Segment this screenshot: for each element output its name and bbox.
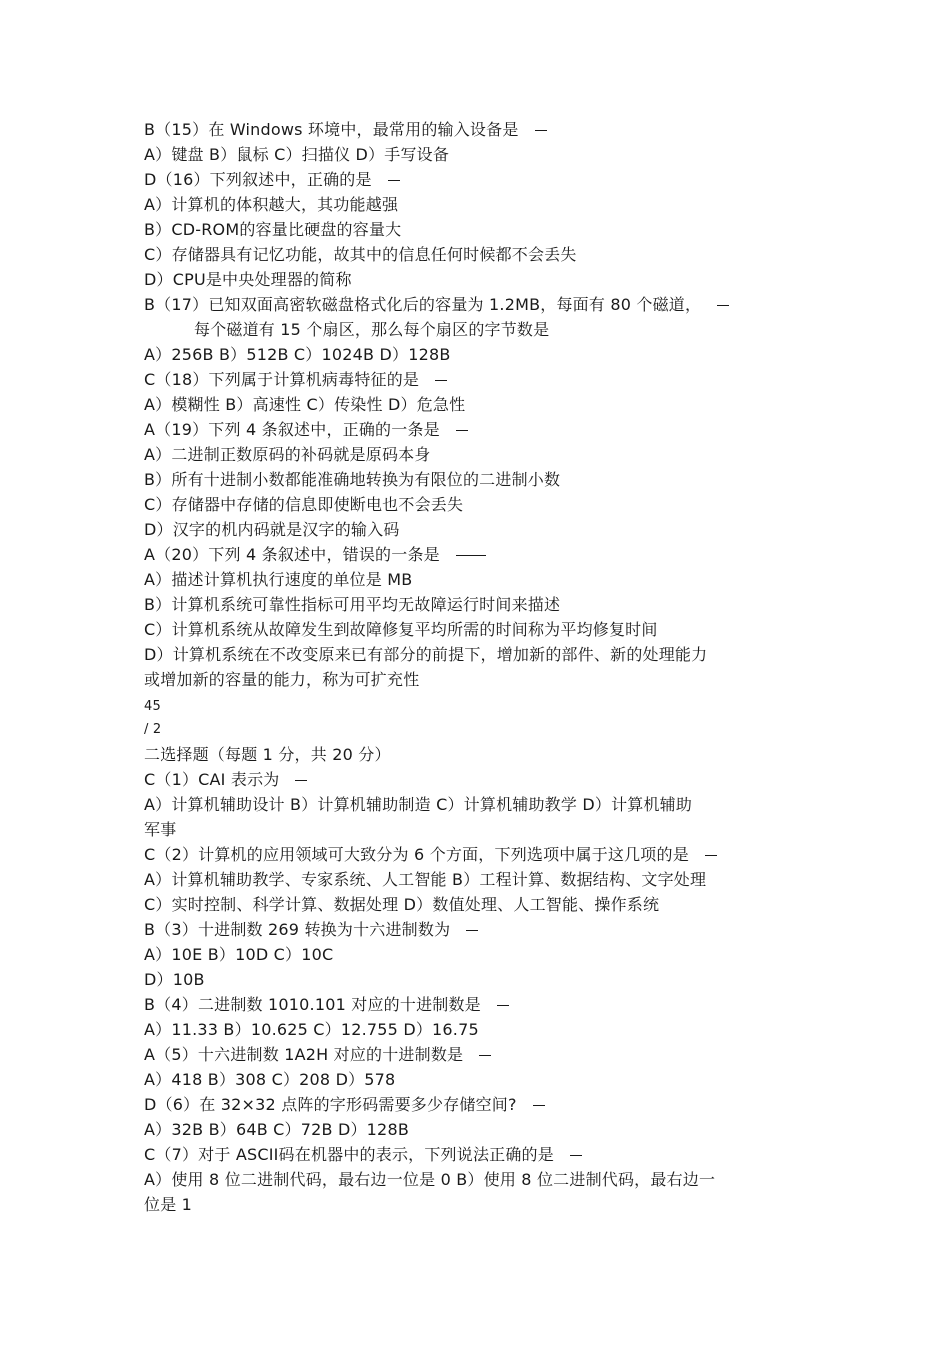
question-20-option-b: B）计算机系统可靠性指标可用平均无故障运行时间来描述 bbox=[144, 595, 561, 614]
question-7: C（7）对于 ASCII码在机器中的表示，下列说法正确的是 bbox=[144, 1145, 582, 1165]
answer-blank bbox=[295, 780, 307, 781]
question-1-options-continued: 军事 bbox=[144, 820, 177, 839]
question-1: C（1）CAI 表示为 bbox=[144, 770, 307, 790]
question-19: A（19）下列 4 条叙述中，正确的一条是 bbox=[144, 420, 468, 440]
answer-blank bbox=[456, 430, 468, 431]
question-18: C（18）下列属于计算机病毒特征的是 bbox=[144, 370, 447, 390]
answer-blank bbox=[456, 555, 486, 556]
question-19-option-b: B）所有十进制小数都能准确地转换为有限位的二进制小数 bbox=[144, 470, 561, 489]
question-3-option-d: D）10B bbox=[144, 970, 205, 989]
question-2-options-cd: C）实时控制、科学计算、数据处理 D）数值处理、人工智能、操作系统 bbox=[144, 895, 660, 914]
answer-blank bbox=[497, 1005, 509, 1006]
question-4: B（4）二进制数 1010.101 对应的十进制数是 bbox=[144, 995, 509, 1015]
question-4-options: A）11.33 B）10.625 C）12.755 D）16.75 bbox=[144, 1020, 479, 1039]
answer-blank bbox=[435, 380, 447, 381]
answer-blank bbox=[570, 1155, 582, 1156]
question-5-options: A）418 B）308 C）208 D）578 bbox=[144, 1070, 396, 1089]
answer-blank bbox=[466, 930, 478, 931]
section-heading: 二选择题（每题 1 分，共 20 分） bbox=[144, 745, 391, 764]
question-6-options: A）32B B）64B C）72B D）128B bbox=[144, 1120, 409, 1139]
answer-blank bbox=[388, 180, 400, 181]
answer-blank bbox=[717, 305, 729, 306]
question-20-option-c: C）计算机系统从故障发生到故障修复平均所需的时间称为平均修复时间 bbox=[144, 620, 658, 639]
question-17-continued: 每个磁道有 15 个扇区，那么每个扇区的字节数是 bbox=[194, 320, 550, 339]
question-20-option-a: A）描述计算机执行速度的单位是 MB bbox=[144, 570, 413, 589]
page-number: 45 bbox=[144, 699, 161, 714]
question-15-options: A）键盘 B）鼠标 C）扫描仪 D）手写设备 bbox=[144, 145, 450, 164]
question-16: D（16）下列叙述中，正确的是 bbox=[144, 170, 400, 190]
question-6: D（6）在 32×32 点阵的字形码需要多少存储空间? bbox=[144, 1095, 545, 1115]
question-19-option-a: A）二进制正数原码的补码就是原码本身 bbox=[144, 445, 431, 464]
question-1-options: A）计算机辅助设计 B）计算机辅助制造 C）计算机辅助教学 D）计算机辅助 bbox=[144, 795, 693, 814]
question-2-options-ab: A）计算机辅助教学、专家系统、人工智能 B）工程计算、数据结构、文字处理 bbox=[144, 870, 707, 889]
question-17-options: A）256B B）512B C）1024B D）128B bbox=[144, 345, 451, 364]
question-19-option-c: C）存储器中存储的信息即使断电也不会丢失 bbox=[144, 495, 464, 514]
question-18-options: A）模糊性 B）高速性 C）传染性 D）危急性 bbox=[144, 395, 466, 414]
question-19-option-d: D）汉字的机内码就是汉字的输入码 bbox=[144, 520, 400, 539]
question-20-option-d: D）计算机系统在不改变原来已有部分的前提下，增加新的部件、新的处理能力 bbox=[144, 645, 708, 664]
question-15: B（15）在 Windows 环境中，最常用的输入设备是 bbox=[144, 120, 547, 140]
question-17: B（17）已知双面高密软磁盘格式化后的容量为 1.2MB，每面有 80 个磁道， bbox=[144, 295, 729, 315]
question-5: A（5）十六进制数 1A2H 对应的十进制数是 bbox=[144, 1045, 491, 1065]
answer-blank bbox=[479, 1055, 491, 1056]
question-3-options: A）10E B）10D C）10C bbox=[144, 945, 334, 964]
question-16-option-a: A）计算机的体积越大，其功能越强 bbox=[144, 195, 399, 214]
question-2: C（2）计算机的应用领域可大致分为 6 个方面，下列选项中属于这几项的是 bbox=[144, 845, 717, 865]
answer-blank bbox=[535, 130, 547, 131]
question-20: A（20）下列 4 条叙述中，错误的一条是 bbox=[144, 545, 486, 565]
answer-blank bbox=[705, 855, 717, 856]
page-total: / 2 bbox=[144, 722, 162, 737]
question-16-option-d: D）CPU是中央处理器的简称 bbox=[144, 270, 352, 289]
question-20-option-d-continued: 或增加新的容量的能力，称为可扩充性 bbox=[144, 670, 420, 689]
answer-blank bbox=[533, 1105, 545, 1106]
question-7-options: A）使用 8 位二进制代码，最右边一位是 0 B）使用 8 位二进制代码，最右边一 bbox=[144, 1170, 716, 1189]
question-16-option-c: C）存储器具有记忆功能，故其中的信息任何时候都不会丢失 bbox=[144, 245, 577, 264]
question-7-options-continued: 位是 1 bbox=[144, 1195, 193, 1214]
question-3: B（3）十进制数 269 转换为十六进制数为 bbox=[144, 920, 478, 940]
question-16-option-b: B）CD-ROM的容量比硬盘的容量大 bbox=[144, 220, 402, 239]
